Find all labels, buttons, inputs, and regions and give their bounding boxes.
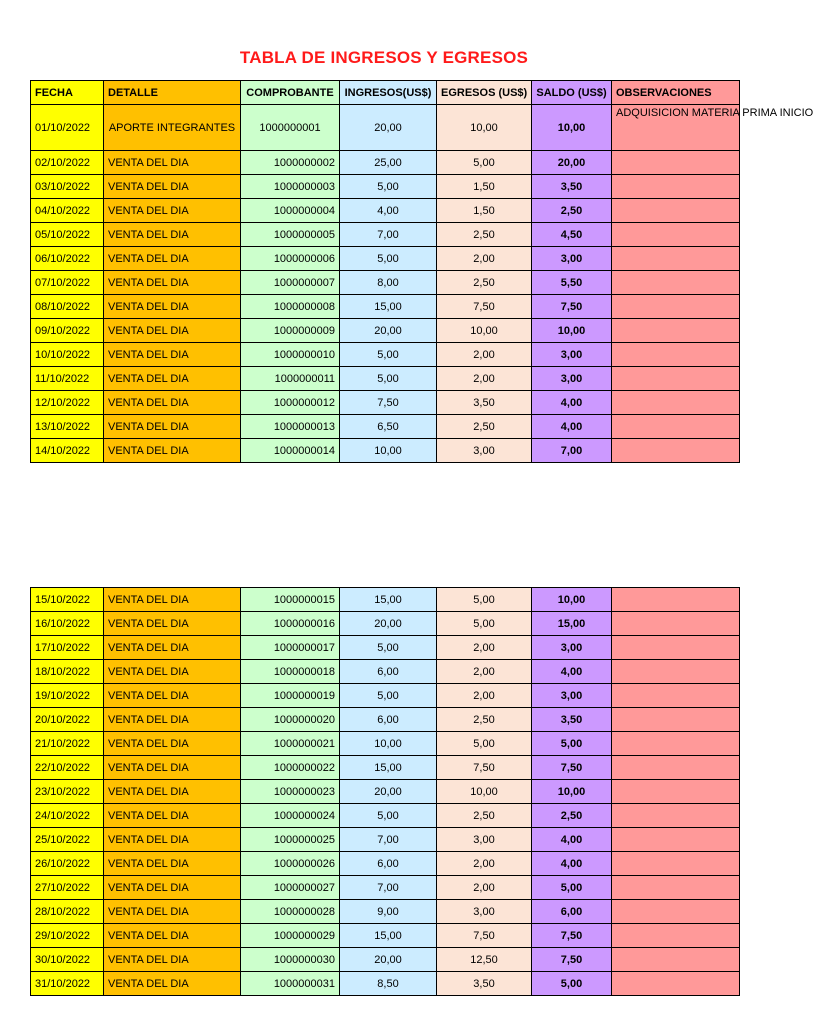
cell-ingresos: 5,00 xyxy=(340,343,437,367)
table-row xyxy=(31,343,740,367)
cell-comprobante: 1000000010 xyxy=(241,343,340,367)
header-saldo: SALDO (US$) xyxy=(532,81,612,105)
cell-observaciones xyxy=(612,756,740,780)
cell-saldo: 20,00 xyxy=(532,151,612,175)
cell-saldo: 7,50 xyxy=(532,756,612,780)
cell-egresos: 2,00 xyxy=(437,660,532,684)
table-row xyxy=(31,708,740,732)
cell-observaciones xyxy=(612,588,740,612)
cell-detalle: VENTA DEL DIA xyxy=(104,612,241,636)
cell-ingresos: 20,00 xyxy=(340,612,437,636)
cell-ingresos: 5,00 xyxy=(340,367,437,391)
table-row xyxy=(31,828,740,852)
table-row xyxy=(31,684,740,708)
cell-comprobante: 1000000019 xyxy=(241,684,340,708)
table-row xyxy=(31,804,740,828)
cell-saldo: 3,00 xyxy=(532,636,612,660)
cell-detalle: VENTA DEL DIA xyxy=(104,223,241,247)
cell-saldo: 10,00 xyxy=(532,105,612,151)
cell-observaciones xyxy=(612,852,740,876)
cell-observaciones xyxy=(612,684,740,708)
cell-detalle: VENTA DEL DIA xyxy=(104,415,241,439)
cell-fecha: 18/10/2022 xyxy=(31,660,104,684)
cell-ingresos: 4,00 xyxy=(340,199,437,223)
cell-detalle: VENTA DEL DIA xyxy=(104,271,241,295)
cell-observaciones xyxy=(612,415,740,439)
cell-egresos: 2,00 xyxy=(437,247,532,271)
cell-comprobante: 1000000003 xyxy=(241,175,340,199)
cell-fecha: 19/10/2022 xyxy=(31,684,104,708)
cell-comprobante: 1000000015 xyxy=(241,588,340,612)
cell-fecha: 05/10/2022 xyxy=(31,223,104,247)
cell-detalle: VENTA DEL DIA xyxy=(104,756,241,780)
table-row xyxy=(31,876,740,900)
cell-saldo: 10,00 xyxy=(532,780,612,804)
cell-egresos: 3,00 xyxy=(437,828,532,852)
cell-observaciones xyxy=(612,223,740,247)
cell-fecha: 28/10/2022 xyxy=(31,900,104,924)
cell-saldo: 3,00 xyxy=(532,343,612,367)
table-row xyxy=(31,105,740,151)
cell-saldo: 3,00 xyxy=(532,684,612,708)
cell-saldo: 3,00 xyxy=(532,367,612,391)
cell-detalle: VENTA DEL DIA xyxy=(104,876,241,900)
cell-observaciones xyxy=(612,439,740,463)
cell-detalle: VENTA DEL DIA xyxy=(104,588,241,612)
cell-comprobante: 1000000031 xyxy=(241,972,340,996)
cell-fecha: 20/10/2022 xyxy=(31,708,104,732)
cell-observaciones xyxy=(612,876,740,900)
cell-ingresos: 7,00 xyxy=(340,828,437,852)
ledger-table-1 xyxy=(30,80,813,463)
cell-comprobante: 1000000012 xyxy=(241,391,340,415)
cell-egresos: 2,00 xyxy=(437,852,532,876)
cell-fecha: 12/10/2022 xyxy=(31,391,104,415)
cell-fecha: 06/10/2022 xyxy=(31,247,104,271)
cell-fecha: 02/10/2022 xyxy=(31,151,104,175)
cell-egresos: 7,50 xyxy=(437,756,532,780)
cell-detalle: VENTA DEL DIA xyxy=(104,175,241,199)
cell-fecha: 14/10/2022 xyxy=(31,439,104,463)
table-row xyxy=(31,612,740,636)
cell-observaciones xyxy=(612,612,740,636)
cell-saldo: 2,50 xyxy=(532,199,612,223)
cell-ingresos: 7,00 xyxy=(340,876,437,900)
cell-ingresos: 15,00 xyxy=(340,924,437,948)
cell-fecha: 31/10/2022 xyxy=(31,972,104,996)
cell-observaciones: ADQUISICION MATERIA PRIMA INICIO xyxy=(612,105,740,151)
cell-comprobante: 1000000028 xyxy=(241,900,340,924)
cell-comprobante: 1000000013 xyxy=(241,415,340,439)
cell-ingresos: 7,50 xyxy=(340,391,437,415)
table-row xyxy=(31,295,740,319)
cell-ingresos: 8,00 xyxy=(340,271,437,295)
cell-detalle: VENTA DEL DIA xyxy=(104,852,241,876)
table-row xyxy=(31,247,740,271)
cell-observaciones xyxy=(612,708,740,732)
cell-saldo: 3,00 xyxy=(532,247,612,271)
cell-detalle: VENTA DEL DIA xyxy=(104,708,241,732)
cell-observaciones xyxy=(612,151,740,175)
cell-fecha: 08/10/2022 xyxy=(31,295,104,319)
cell-fecha: 25/10/2022 xyxy=(31,828,104,852)
cell-comprobante: 1000000014 xyxy=(241,439,340,463)
cell-comprobante: 1000000026 xyxy=(241,852,340,876)
table-row xyxy=(31,391,740,415)
cell-detalle: VENTA DEL DIA xyxy=(104,780,241,804)
table-row xyxy=(31,780,740,804)
cell-ingresos: 20,00 xyxy=(340,780,437,804)
cell-comprobante: 1000000011 xyxy=(241,367,340,391)
cell-comprobante: 1000000021 xyxy=(241,732,340,756)
cell-egresos: 3,00 xyxy=(437,439,532,463)
cell-ingresos: 5,00 xyxy=(340,636,437,660)
table-row xyxy=(31,319,740,343)
cell-fecha: 11/10/2022 xyxy=(31,367,104,391)
table-row xyxy=(31,415,740,439)
cell-comprobante: 1000000001 xyxy=(241,105,340,151)
cell-ingresos: 10,00 xyxy=(340,439,437,463)
header-ingresos: INGRESOS(US$) xyxy=(340,81,437,105)
cell-detalle: VENTA DEL DIA xyxy=(104,343,241,367)
cell-saldo: 7,00 xyxy=(532,439,612,463)
cell-egresos: 5,00 xyxy=(437,612,532,636)
cell-egresos: 2,50 xyxy=(437,708,532,732)
table-row xyxy=(31,660,740,684)
cell-saldo: 7,50 xyxy=(532,295,612,319)
cell-saldo: 6,00 xyxy=(532,900,612,924)
cell-detalle: VENTA DEL DIA xyxy=(104,804,241,828)
table-row xyxy=(31,439,740,463)
cell-fecha: 01/10/2022 xyxy=(31,105,104,151)
table-row xyxy=(31,756,740,780)
cell-fecha: 26/10/2022 xyxy=(31,852,104,876)
cell-fecha: 17/10/2022 xyxy=(31,636,104,660)
cell-fecha: 22/10/2022 xyxy=(31,756,104,780)
cell-ingresos: 5,00 xyxy=(340,175,437,199)
cell-egresos: 7,50 xyxy=(437,295,532,319)
table-row xyxy=(31,900,740,924)
cell-comprobante: 1000000018 xyxy=(241,660,340,684)
cell-egresos: 3,50 xyxy=(437,391,532,415)
cell-observaciones xyxy=(612,295,740,319)
table-row xyxy=(31,175,740,199)
cell-ingresos: 6,50 xyxy=(340,415,437,439)
cell-detalle: VENTA DEL DIA xyxy=(104,828,241,852)
cell-fecha: 16/10/2022 xyxy=(31,612,104,636)
cell-detalle: VENTA DEL DIA xyxy=(104,295,241,319)
cell-ingresos: 9,00 xyxy=(340,900,437,924)
cell-saldo: 4,00 xyxy=(532,852,612,876)
cell-egresos: 10,00 xyxy=(437,319,532,343)
cell-fecha: 29/10/2022 xyxy=(31,924,104,948)
cell-ingresos: 10,00 xyxy=(340,732,437,756)
cell-comprobante: 1000000006 xyxy=(241,247,340,271)
table-row xyxy=(31,223,740,247)
cell-fecha: 15/10/2022 xyxy=(31,588,104,612)
cell-egresos: 2,00 xyxy=(437,367,532,391)
cell-observaciones xyxy=(612,828,740,852)
cell-comprobante: 1000000002 xyxy=(241,151,340,175)
cell-saldo: 10,00 xyxy=(532,319,612,343)
table-row xyxy=(31,852,740,876)
cell-ingresos: 20,00 xyxy=(340,948,437,972)
cell-egresos: 2,50 xyxy=(437,271,532,295)
table-row xyxy=(31,732,740,756)
cell-ingresos: 6,00 xyxy=(340,852,437,876)
cell-ingresos: 20,00 xyxy=(340,105,437,151)
cell-egresos: 3,00 xyxy=(437,900,532,924)
cell-egresos: 3,50 xyxy=(437,972,532,996)
ledger-table-2 xyxy=(30,587,740,996)
ledger-table-1-body xyxy=(31,105,813,463)
cell-observaciones xyxy=(612,780,740,804)
cell-fecha: 30/10/2022 xyxy=(31,948,104,972)
cell-ingresos: 5,00 xyxy=(340,684,437,708)
cell-observaciones xyxy=(612,343,740,367)
cell-observaciones xyxy=(612,804,740,828)
cell-ingresos: 8,50 xyxy=(340,972,437,996)
cell-observaciones xyxy=(612,732,740,756)
header-comprobante: COMPROBANTE xyxy=(241,81,340,105)
cell-detalle: VENTA DEL DIA xyxy=(104,367,241,391)
cell-observaciones xyxy=(612,367,740,391)
cell-observaciones xyxy=(612,271,740,295)
cell-saldo: 7,50 xyxy=(532,948,612,972)
cell-ingresos: 6,00 xyxy=(340,660,437,684)
cell-ingresos: 7,00 xyxy=(340,223,437,247)
header-detalle: DETALLE xyxy=(104,81,241,105)
page-title: TABLA DE INGRESOS Y EGRESOS xyxy=(239,48,529,67)
cell-comprobante: 1000000023 xyxy=(241,780,340,804)
cell-detalle: VENTA DEL DIA xyxy=(104,247,241,271)
cell-observaciones xyxy=(612,636,740,660)
cell-saldo: 3,50 xyxy=(532,708,612,732)
table-row xyxy=(31,636,740,660)
cell-detalle: VENTA DEL DIA xyxy=(104,660,241,684)
cell-comprobante: 1000000020 xyxy=(241,708,340,732)
cell-fecha: 09/10/2022 xyxy=(31,319,104,343)
cell-observaciones xyxy=(612,319,740,343)
cell-observaciones xyxy=(612,924,740,948)
cell-fecha: 10/10/2022 xyxy=(31,343,104,367)
cell-detalle: VENTA DEL DIA xyxy=(104,900,241,924)
cell-observaciones xyxy=(612,948,740,972)
cell-fecha: 13/10/2022 xyxy=(31,415,104,439)
cell-ingresos: 15,00 xyxy=(340,756,437,780)
cell-egresos: 5,00 xyxy=(437,732,532,756)
cell-egresos: 2,00 xyxy=(437,636,532,660)
cell-detalle: VENTA DEL DIA xyxy=(104,391,241,415)
table-row xyxy=(31,151,740,175)
cell-egresos: 2,00 xyxy=(437,684,532,708)
cell-detalle: VENTA DEL DIA xyxy=(104,439,241,463)
cell-saldo: 4,00 xyxy=(532,660,612,684)
cell-saldo: 7,50 xyxy=(532,924,612,948)
cell-comprobante: 1000000004 xyxy=(241,199,340,223)
cell-observaciones xyxy=(612,660,740,684)
cell-observaciones xyxy=(612,199,740,223)
cell-comprobante: 1000000025 xyxy=(241,828,340,852)
header-observaciones: OBSERVACIONES xyxy=(612,81,740,105)
cell-fecha: 07/10/2022 xyxy=(31,271,104,295)
cell-ingresos: 5,00 xyxy=(340,804,437,828)
cell-fecha: 03/10/2022 xyxy=(31,175,104,199)
cell-saldo: 4,00 xyxy=(532,391,612,415)
cell-comprobante: 1000000017 xyxy=(241,636,340,660)
table-row xyxy=(31,972,740,996)
cell-egresos: 2,50 xyxy=(437,804,532,828)
cell-egresos: 5,00 xyxy=(437,588,532,612)
cell-observaciones xyxy=(612,900,740,924)
header-fecha: FECHA xyxy=(31,81,104,105)
table-header-row xyxy=(31,81,740,105)
table-row xyxy=(31,367,740,391)
cell-egresos: 1,50 xyxy=(437,199,532,223)
cell-observaciones xyxy=(612,391,740,415)
cell-ingresos: 6,00 xyxy=(340,708,437,732)
cell-saldo: 4,00 xyxy=(532,828,612,852)
cell-comprobante: 1000000005 xyxy=(241,223,340,247)
table-row xyxy=(31,271,740,295)
cell-ingresos: 20,00 xyxy=(340,319,437,343)
cell-egresos: 5,00 xyxy=(437,151,532,175)
cell-comprobante: 1000000027 xyxy=(241,876,340,900)
table-row xyxy=(31,924,740,948)
cell-observaciones xyxy=(612,175,740,199)
cell-saldo: 5,00 xyxy=(532,732,612,756)
cell-egresos: 7,50 xyxy=(437,924,532,948)
header-egresos: EGRESOS (US$) xyxy=(437,81,532,105)
cell-egresos: 2,50 xyxy=(437,415,532,439)
cell-egresos: 2,00 xyxy=(437,343,532,367)
cell-fecha: 04/10/2022 xyxy=(31,199,104,223)
cell-fecha: 27/10/2022 xyxy=(31,876,104,900)
cell-ingresos: 5,00 xyxy=(340,247,437,271)
cell-comprobante: 1000000022 xyxy=(241,756,340,780)
cell-comprobante: 1000000009 xyxy=(241,319,340,343)
cell-detalle: VENTA DEL DIA xyxy=(104,684,241,708)
cell-detalle: VENTA DEL DIA xyxy=(104,732,241,756)
cell-saldo: 10,00 xyxy=(532,588,612,612)
cell-detalle: VENTA DEL DIA xyxy=(104,151,241,175)
cell-egresos: 10,00 xyxy=(437,780,532,804)
cell-fecha: 24/10/2022 xyxy=(31,804,104,828)
cell-detalle: APORTE INTEGRANTES xyxy=(104,105,241,151)
cell-saldo: 2,50 xyxy=(532,804,612,828)
table-row xyxy=(31,948,740,972)
cell-comprobante: 1000000024 xyxy=(241,804,340,828)
cell-detalle: VENTA DEL DIA xyxy=(104,924,241,948)
cell-detalle: VENTA DEL DIA xyxy=(104,319,241,343)
cell-fecha: 23/10/2022 xyxy=(31,780,104,804)
cell-saldo: 4,00 xyxy=(532,415,612,439)
cell-saldo: 5,00 xyxy=(532,972,612,996)
table-row xyxy=(31,588,740,612)
cell-egresos: 2,00 xyxy=(437,876,532,900)
cell-comprobante: 1000000029 xyxy=(241,924,340,948)
cell-detalle: VENTA DEL DIA xyxy=(104,636,241,660)
ledger-table-2-body xyxy=(31,588,740,996)
cell-ingresos: 15,00 xyxy=(340,295,437,319)
cell-ingresos: 15,00 xyxy=(340,588,437,612)
table-row xyxy=(31,199,740,223)
cell-saldo: 3,50 xyxy=(532,175,612,199)
cell-saldo: 4,50 xyxy=(532,223,612,247)
cell-detalle: VENTA DEL DIA xyxy=(104,948,241,972)
cell-comprobante: 1000000008 xyxy=(241,295,340,319)
cell-observaciones xyxy=(612,247,740,271)
cell-saldo: 5,00 xyxy=(532,876,612,900)
cell-saldo: 5,50 xyxy=(532,271,612,295)
cell-egresos: 10,00 xyxy=(437,105,532,151)
cell-comprobante: 1000000016 xyxy=(241,612,340,636)
cell-comprobante: 1000000007 xyxy=(241,271,340,295)
cell-detalle: VENTA DEL DIA xyxy=(104,199,241,223)
cell-saldo: 15,00 xyxy=(532,612,612,636)
cell-egresos: 2,50 xyxy=(437,223,532,247)
cell-observaciones xyxy=(612,972,740,996)
cell-comprobante: 1000000030 xyxy=(241,948,340,972)
cell-fecha: 21/10/2022 xyxy=(31,732,104,756)
cell-detalle: VENTA DEL DIA xyxy=(104,972,241,996)
cell-egresos: 12,50 xyxy=(437,948,532,972)
cell-egresos: 1,50 xyxy=(437,175,532,199)
cell-ingresos: 25,00 xyxy=(340,151,437,175)
